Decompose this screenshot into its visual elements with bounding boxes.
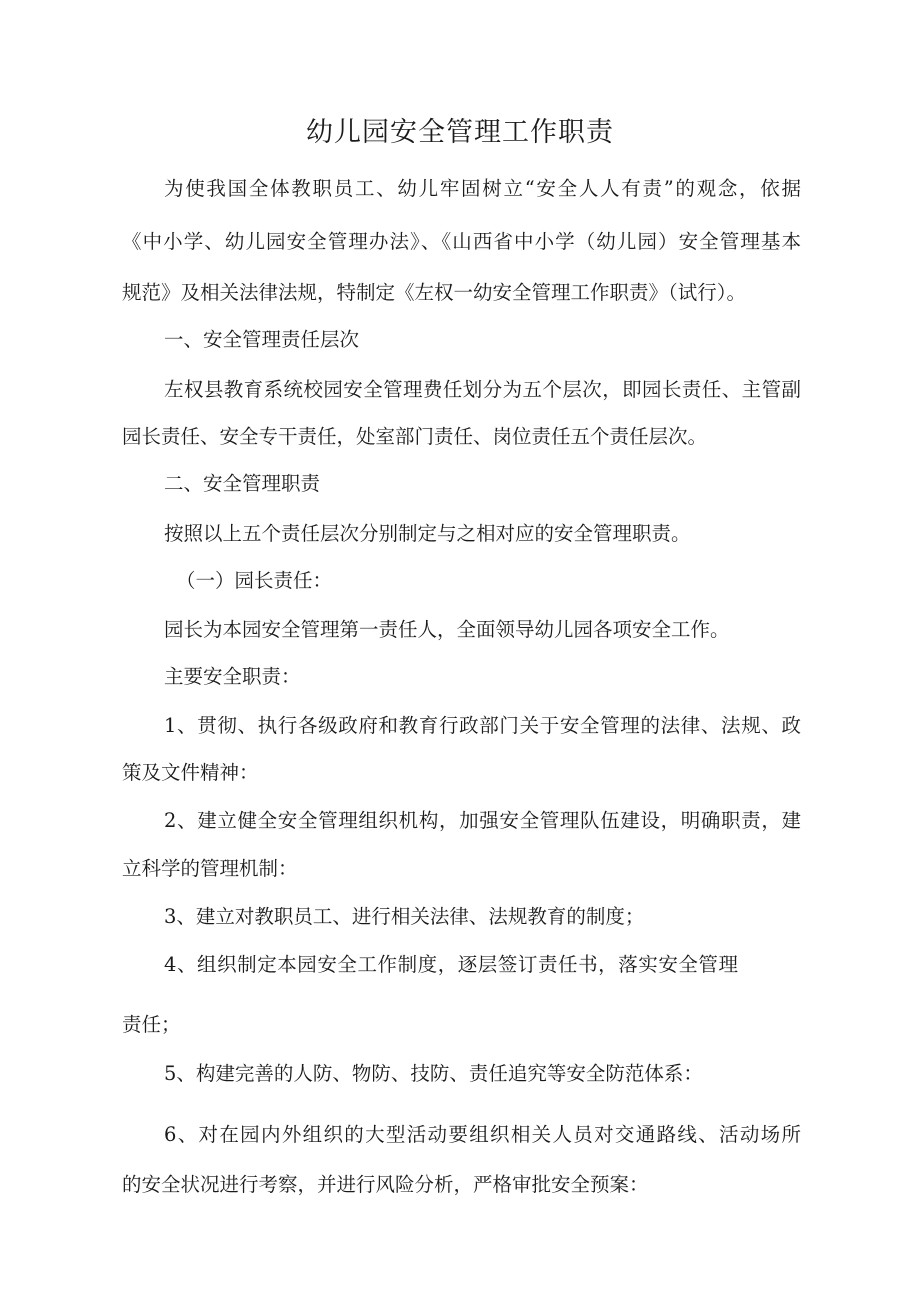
paragraph-line: 左权县教育系统校园安全管理费任划分为五个层次，即园长责任、主管副 <box>164 378 801 401</box>
list-item-line: 1、贯彻、执行各级政府和教育行政部门关于安全管理的法律、法规、政 <box>164 714 801 737</box>
list-item-line: 3、建立对教职员工、进行相关法律、法规教育的制度； <box>164 905 645 928</box>
paragraph-line: 《中小学、幼儿园安全管理办法》、《山西省中小学（幼儿园）安全管理基本 <box>122 230 801 253</box>
list-item-line: 6、对在园内外组织的大型活动要组织相关人员对交通路线、活动场所 <box>164 1123 801 1146</box>
paragraph-line: 园长责任、安全专干责任，处室部门责任、岗位责任五个责任层次。 <box>122 425 708 448</box>
list-item-line: 5、构建完善的人防、物防、技防、责任追究等安全防范体系： <box>164 1062 703 1085</box>
subsection-heading: （一）园长责任： <box>176 569 333 592</box>
paragraph-line: 按照以上五个责任层次分别制定与之相对应的安全管理职责。 <box>164 522 691 545</box>
list-item-line: 策及文件精神： <box>122 761 259 784</box>
paragraph-line: 主要安全职责： <box>164 665 301 688</box>
section-heading: 一、安全管理责任层次 <box>164 328 360 351</box>
list-item-line: 责任； <box>122 1013 181 1036</box>
paragraph-line: 园长为本园安全管理第一责任人，全面领导幼儿园各项安全工作。 <box>164 618 730 641</box>
section-heading: 二、安全管理职责 <box>164 472 321 495</box>
list-item-line: 立科学的管理机制： <box>122 857 298 880</box>
paragraph-line: 规范》及相关法律法规，特制定《左权一幼安全管理工作职责》（试行）。 <box>122 281 747 304</box>
paragraph-line: 为使我国全体教职员工、幼儿牢固树立“安全人人有责”的观念，依据 <box>164 177 801 200</box>
document-title: 幼儿园安全管理工作职责 <box>306 117 614 148</box>
list-item-line: 4、组织制定本园安全工作制度，逐层签订责任书，落实安全管理 <box>164 953 738 976</box>
list-item-line: 2、建立健全安全管理组织机构，加强安全管理队伍建设，明确职责，建 <box>164 809 801 832</box>
list-item-line: 的安全状况进行考察，并进行风险分析，严格审批安全预案： <box>122 1173 649 1196</box>
